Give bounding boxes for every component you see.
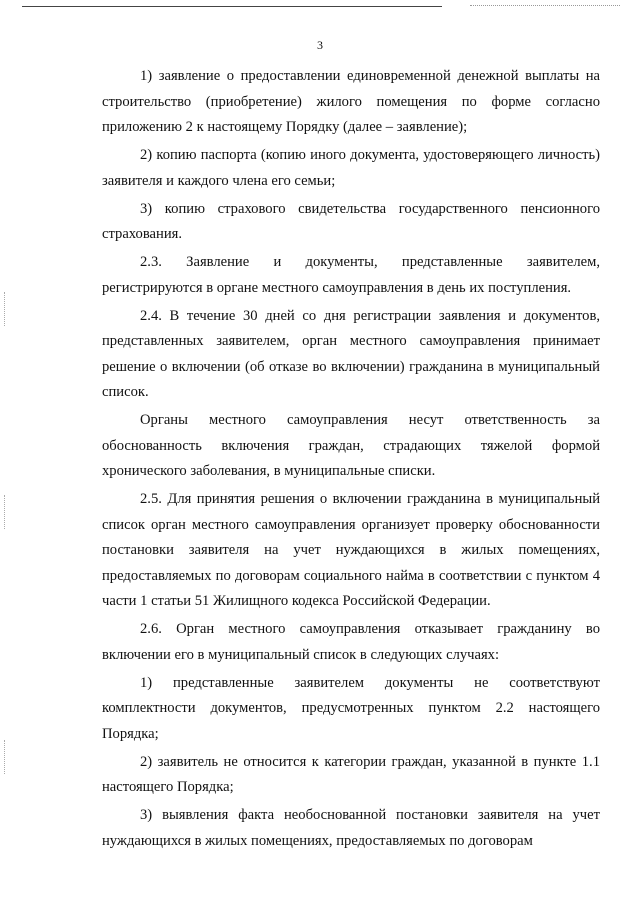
paragraph: 3) копию страхового свидетельства государственного пенсионного страхования. [102,200,600,242]
paragraph: 2) заявитель не относится к категории граждан, указанной в пункте 1.1 настоящего Порядка; [102,753,600,795]
paragraph: 2.4. В течение 30 дней со дня регистрации заявления и документов, представленных заявителем, орган местного самоуправления принимает решение о включении (об отказе во включении) гражданина в муниципальный список. [102,307,600,400]
left-edge-mark [4,740,5,774]
paragraph: 1) заявление о предоставлении единовременной денежной выплаты на строительство (приобретение) жилого помещения по форме согласно приложению 2 к настоящему Порядку (далее – заявление); [102,68,600,135]
top-border-line [22,6,442,7]
left-edge-mark [4,292,5,326]
paragraph: Органы местного самоуправления несут ответственность за обоснованность включения граждан, страдающих тяжелой формой хронического заболевания, в муниципальные списки. [102,412,600,479]
document-body [102,64,600,857]
top-dotted-line [470,5,620,6]
left-edge-mark [4,495,5,529]
page-number: 3 [317,38,323,52]
paragraph: 2.3. Заявление и документы, представленные заявителем, регистрируются в органе местного самоуправления в день их поступления. [102,254,600,296]
paragraph: 2) копию паспорта (копию иного документа, удостоверяющего личность) заявителя и каждого члена его семьи; [102,147,600,189]
paragraph: 1) представленные заявителем документы не соответствуют комплектности документов, предусмотренных пунктом 2.2 настоящего Порядка; [102,674,600,742]
paragraph: 2.6. Орган местного самоуправления отказывает гражданину во включении его в муниципальный список в следующих случаях: [102,621,600,663]
paragraph: 2.5. Для принятия решения о включении гражданина в муниципальный список орган местного самоуправления организует проверку обоснованности постановки заявителя на учет нуждающихся в жилых помещениях, предоставляемых по договорам социального найма в соответствии с пунктом 4 части 1 статьи 51 Жилищного кодекса Российской Федерации. [102,491,600,609]
paragraph: 3) выявления факта необоснованной постановки заявителя на учет нуждающихся в жилых помещениях, предоставляемых по договорам [102,807,600,849]
